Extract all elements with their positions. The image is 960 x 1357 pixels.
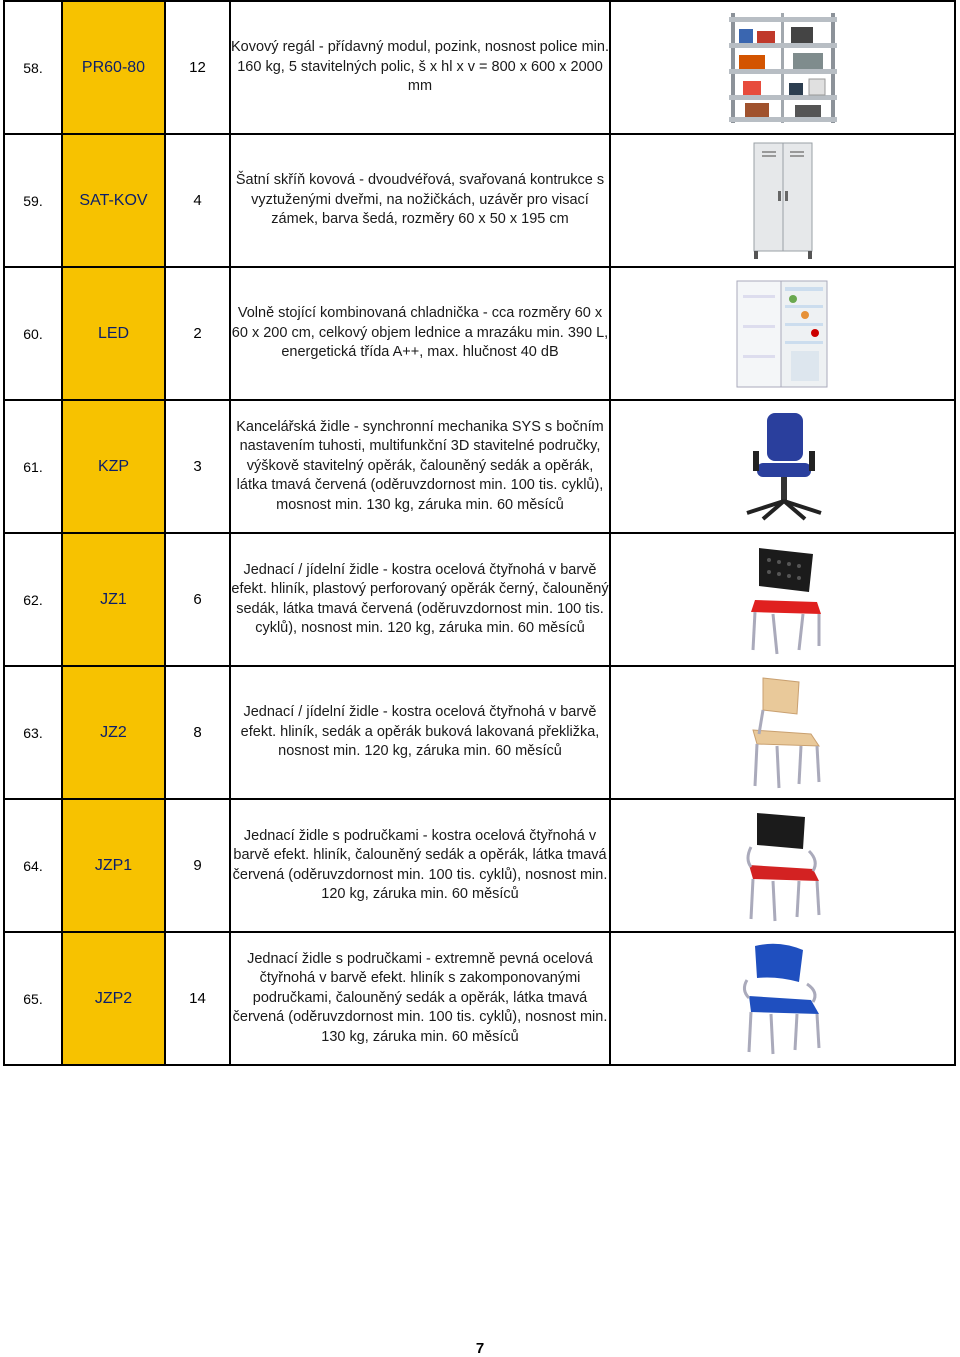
item-description: Kancelářská židle - synchronní mechanika SYS s bočním nastavením tuhosti, multifunkční 3D stavitelné područky, výškově stavitelný opěrák, čalouněný sedák a opěrák, látka tmavá červená (oděruvzdornost min. 100 tis. cyklů), mosnost min. 130 kg, záruka min. 60 měsíců [230, 400, 610, 533]
table-row [4, 799, 955, 932]
item-code: JZP1 [62, 799, 165, 932]
item-quantity: 8 [165, 666, 230, 799]
item-quantity: 6 [165, 533, 230, 666]
item-description: Jednací židle s područkami - kostra ocelová čtyřnohá v barvě efekt. hliník, čalouněný sedák a opěrák, látka tmavá červená (oděruvzdornost min. 100 tis. cyklů), nosnost min. 120 kg, záruka min. 60 měsíců [230, 799, 610, 932]
fridge-image [733, 275, 833, 393]
locker-image [748, 141, 818, 261]
item-number: 59. [4, 134, 62, 267]
item-number: 65. [4, 932, 62, 1065]
beech-chair-image [733, 674, 833, 792]
item-description: Volně stojící kombinovaná chladnička - cca rozměry 60 x 60 x 200 cm, celkový objem lednice a mrazáku min. 390 L, energetická třída A++, max. hlučnost 40 dB [230, 267, 610, 400]
item-image-cell [610, 666, 955, 799]
item-image-cell [610, 533, 955, 666]
item-quantity: 4 [165, 134, 230, 267]
item-image-cell [610, 267, 955, 400]
page-number: 7 [475, 1340, 485, 1357]
office-chair-image [733, 409, 833, 524]
item-number: 58. [4, 1, 62, 134]
item-code: SAT-KOV [62, 134, 165, 267]
table-row [4, 134, 955, 267]
item-image-cell [610, 932, 955, 1065]
item-number: 62. [4, 533, 62, 666]
item-description: Kovový regál - přídavný modul, pozink, nosnost police min. 160 kg, 5 stavitelných polic, š x hl x v = 800 x 600 x 2000 mm [230, 1, 610, 134]
table-row [4, 1, 955, 134]
armchair-red-image [733, 807, 833, 925]
item-description: Jednací židle s područkami - extremně pevná ocelová čtyřnohá v barvě efekt. hliník s zakomponovanými područkami, čalouněný sedák a opěrák, látka tmavá červená (oděruvzdornost min. 100 tis. cyklů), nosnost min. 130 kg, záruka min. 60 měsíců [230, 932, 610, 1065]
item-code: JZ1 [62, 533, 165, 666]
item-description: Jednací / jídelní židle - kostra ocelová čtyřnohá v barvě efekt. hliník, sedák a opěrák buková lakovaná překližka, nosnost min. 120 kg, záruka min. 60 měsíců [230, 666, 610, 799]
perforated-chair-image [733, 542, 833, 657]
item-image-cell [610, 799, 955, 932]
item-quantity: 9 [165, 799, 230, 932]
items-table [3, 0, 956, 1066]
item-image-cell [610, 400, 955, 533]
item-number: 61. [4, 400, 62, 533]
item-number: 64. [4, 799, 62, 932]
item-code: JZP2 [62, 932, 165, 1065]
table-row [4, 666, 955, 799]
armchair-blue-image [733, 940, 833, 1058]
item-quantity: 14 [165, 932, 230, 1065]
item-quantity: 12 [165, 1, 230, 134]
item-code: PR60-80 [62, 1, 165, 134]
item-image-cell [610, 1, 955, 134]
item-number: 63. [4, 666, 62, 799]
item-quantity: 2 [165, 267, 230, 400]
metal-shelf-image [723, 9, 843, 127]
table-row [4, 267, 955, 400]
item-image-cell [610, 134, 955, 267]
table-row [4, 400, 955, 533]
item-code: LED [62, 267, 165, 400]
item-quantity: 3 [165, 400, 230, 533]
item-number: 60. [4, 267, 62, 400]
item-description: Šatní skříň kovová - dvoudvéřová, svařovaná kontrukce s vyztuženými dveřmi, na nožičkách, uzávěr pro visací zámek, barva šedá, rozměry 60 x 50 x 195 cm [230, 134, 610, 267]
item-description: Jednací / jídelní židle - kostra ocelová čtyřnohá v barvě efekt. hliník, plastový perforovaný opěrák černý, čalouněný sedák, látka tmavá červená (oděruvzdornost min. 100 tis. cyklů), nosnost min. 120 kg, záruka min. 60 měsíců [230, 533, 610, 666]
table-row [4, 932, 955, 1065]
table-row [4, 533, 955, 666]
item-code: KZP [62, 400, 165, 533]
item-code: JZ2 [62, 666, 165, 799]
